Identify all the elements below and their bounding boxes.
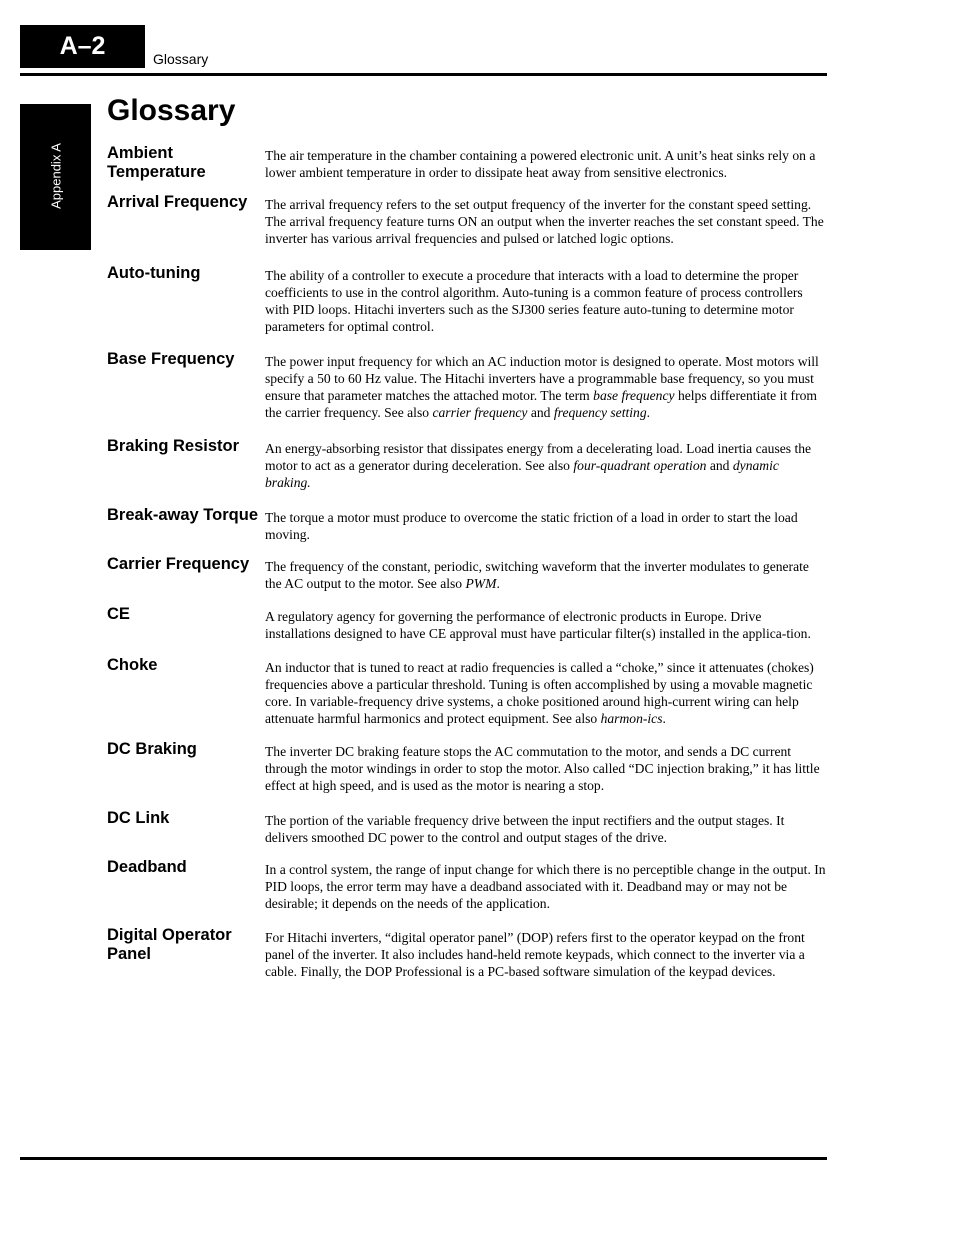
glossary-entry — [107, 506, 827, 543]
page-title: Glossary — [107, 94, 236, 127]
glossary-entry — [107, 264, 827, 335]
glossary-term: CE — [107, 605, 130, 623]
cross-reference-text: harmon-ics — [600, 711, 663, 726]
definition-text: In a control system, the range of input change for which there is no perceptible change in the output. In PID loops, the error term may have a deadband associated with it. Deadband may or may not be desirable; it depends on the needs of the application. — [265, 862, 826, 911]
definition-text: A regulatory agency for governing the performance of electronic products in Europe. Drive installations designed to have CE approval must have particular filter(s) installed in the applica-tion. — [265, 609, 811, 641]
glossary-definition — [265, 605, 827, 642]
definition-text: The power input frequency for which an AC induction motor is designed to operate. Most motors will specify a 50 to 60 Hz value. The Hitachi inverters have a programmable base frequency, so you must ensure that parameter matches the attached motor. The term — [265, 354, 819, 403]
page-number: A–2 — [59, 32, 106, 60]
glossary-definition — [265, 144, 827, 182]
glossary-term: Ambient Temperature — [107, 144, 206, 181]
definition-text: The arrival frequency refers to the set output frequency of the inverter for the constant speed setting. The arrival frequency feature turns ON an output when the inverter reaches the set constant speed. The inverter has various arrival frequencies and pulsed or latched logic options. — [265, 197, 824, 246]
definition-text: The portion of the variable frequency drive between the input rectifiers and the output stages. It delivers smoothed DC power to the control and output stages of the drive. — [265, 813, 785, 845]
glossary-term: Digital Operator Panel — [107, 926, 232, 963]
cross-reference-text: carrier frequency — [432, 405, 528, 420]
definition-text: . — [646, 405, 651, 420]
glossary-term: Auto-tuning — [107, 264, 201, 282]
glossary-term: Break-away Torque — [107, 506, 258, 524]
definition-text: The ability of a controller to execute a procedure that interacts with a load to determine the proper coefficients to use in the control algorithm. Auto-tuning is a common feature of process controllers with PID loops. Hitachi inverters such as the SJ300 series feature auto-tuning to determine motor parameters for optimal control. — [265, 268, 803, 334]
footer-rule — [20, 1157, 827, 1160]
glossary-entry — [107, 437, 827, 491]
glossary-list — [107, 144, 827, 980]
definition-text: and — [527, 405, 554, 420]
definition-text: and — [706, 458, 733, 473]
definition-text: The inverter DC braking feature stops the AC commutation to the motor, and sends a DC current through the motor windings in order to stop the motor. Also called “DC injection braking,” it has little effect at high speed, and is used as the motor is nearing a stop. — [265, 744, 820, 793]
definition-text: . — [496, 576, 500, 591]
glossary-definition — [265, 656, 827, 727]
glossary-entry — [107, 193, 827, 247]
appendix-side-tab — [20, 104, 91, 250]
cross-reference-text: base frequency — [593, 388, 675, 403]
glossary-definition — [265, 555, 827, 592]
cross-reference-text: dynamic braking. — [265, 458, 779, 490]
glossary-definition — [265, 809, 827, 846]
definition-text: The torque a motor must produce to overcome the static friction of a load in order to start the load moving. — [265, 510, 798, 542]
glossary-term: Choke — [107, 656, 158, 674]
glossary-entry — [107, 350, 827, 421]
glossary-entry — [107, 809, 827, 846]
cross-reference-text: frequency setting — [553, 405, 647, 420]
glossary-entry — [107, 740, 827, 794]
glossary-definition — [265, 350, 827, 421]
definition-text: The frequency of the constant, periodic, switching waveform that the inverter modulates to generate the AC output to the motor. See also — [265, 559, 809, 591]
glossary-definition — [265, 506, 827, 543]
glossary-entry — [107, 926, 827, 980]
glossary-term: Braking Resistor — [107, 437, 240, 455]
definition-text: . — [662, 711, 666, 726]
page-number-tab — [20, 25, 145, 68]
glossary-entry — [107, 144, 827, 182]
header-rule — [20, 73, 827, 76]
cross-reference-text: PWM — [465, 576, 497, 591]
glossary-term: Base Frequency — [107, 350, 235, 368]
cross-reference-text: four-quadrant operation — [573, 458, 707, 473]
glossary-entry — [107, 555, 827, 592]
appendix-label: Appendix A — [48, 143, 63, 209]
glossary-entry — [107, 858, 827, 912]
running-header: Glossary — [153, 51, 209, 67]
glossary-definition — [265, 926, 827, 980]
glossary-entry — [107, 656, 827, 727]
glossary-term: Carrier Frequency — [107, 555, 250, 573]
glossary-definition — [265, 193, 827, 247]
glossary-entry — [107, 605, 827, 642]
glossary-definition — [265, 740, 827, 794]
glossary-definition — [265, 437, 827, 491]
definition-text: The air temperature in the chamber containing a powered electronic unit. A unit’s heat sinks rely on a lower ambient temperature in order to dissipate heat away from sensitive electronics. — [265, 148, 816, 180]
glossary-term: Arrival Frequency — [107, 193, 248, 211]
glossary-term: Deadband — [107, 858, 187, 876]
glossary-definition — [265, 858, 827, 912]
definition-text: An energy-absorbing resistor that dissipates energy from a decelerating load. Load inertia causes the motor to act as a generator during deceleration. See also — [265, 441, 812, 473]
definition-text: helps differentiate it from the carrier frequency. See also — [265, 388, 817, 420]
definition-text: An inductor that is tuned to react at radio frequencies is called a “choke,” since it attenuates (chokes) frequencies above a particular threshold. Tuning is often accomplished by using a movable magnetic core. In variable-frequency drive systems, a choke positioned around high-current wiring can help attenuate harmful harmonics and protect equipment. See also — [265, 660, 814, 726]
glossary-term: DC Braking — [107, 740, 197, 758]
glossary-term: DC Link — [107, 809, 170, 827]
definition-text: For Hitachi inverters, “digital operator panel” (DOP) refers first to the operator keypad on the front panel of the inverter. It also includes hand-held remote keypads, which connect to the inverter via a cable. Finally, the DOP Professional is a PC-based software simulation of the keypad devices. — [265, 930, 805, 979]
glossary-definition — [265, 264, 827, 335]
